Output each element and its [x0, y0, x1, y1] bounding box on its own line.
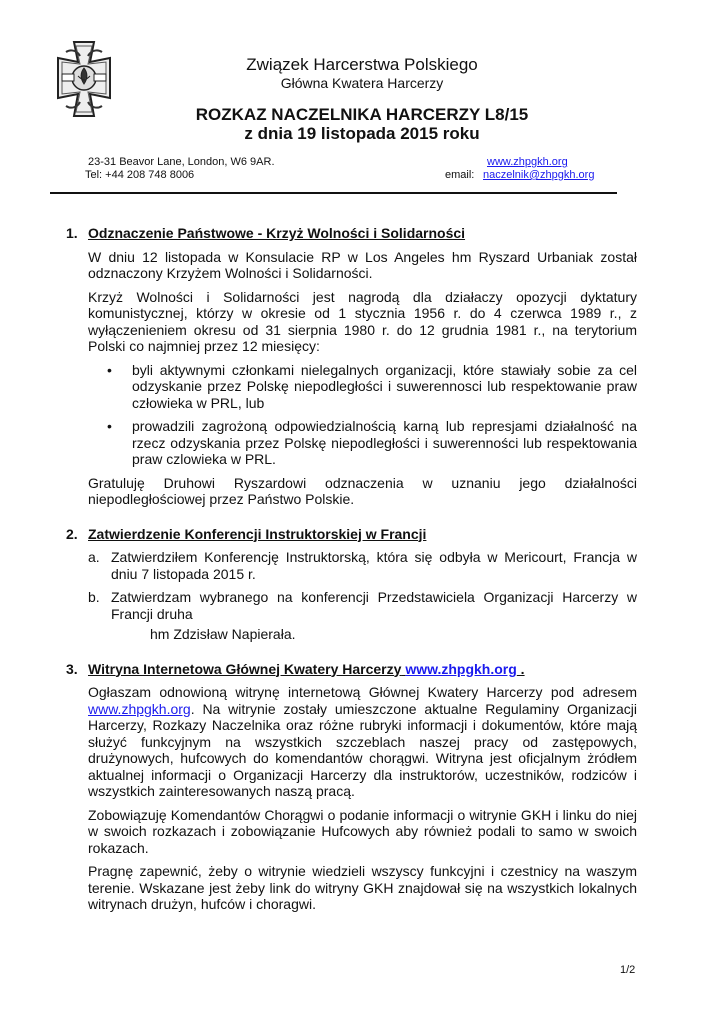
- list-item-text: Zatwierdziłem Konferencję Instruktorską, która się odbyła w Mericourt, Francja w dniu 7 listopada 2015 r.: [111, 549, 637, 582]
- paragraph: W dniu 12 listopada w Konsulacie RP w Los Angeles hm Ryszard Urbaniak został odznaczony Krzyżem Wolności i Solidarności.: [88, 248, 637, 281]
- bullet-icon: •: [107, 361, 112, 378]
- paragraph: [88, 684, 637, 800]
- page-number: 1/2: [620, 964, 636, 976]
- list-item: [107, 362, 637, 412]
- document-body: [66, 225, 637, 931]
- paragraph: Krzyż Wolności i Solidarności jest nagrodą dla działaczy opozycji dyktatury komunistycznej, którzy w okresie od 1 stycznia 1956 r. do 4 czerwca 1989 r., z wyłączenieniem okresu od 31 sierpnia 1980 r. do 12 grudnia 1981 r., na terytorium Polski co najmniej przez 12 miesięcy:: [88, 288, 637, 354]
- organization-name: Związek Harcerstwa Polskiego: [246, 55, 478, 74]
- suborganization-name: Główna Kwatera Harcerzy: [280, 75, 444, 91]
- title-line-2: z dnia 19 listopada 2015 roku: [244, 124, 480, 143]
- list-item: [88, 589, 637, 622]
- list-item-text: byli aktywnymi członkami nielegalnych organizacji, które stawiały sobie za cel odzyskanie przez Polskę niepodległości i suwerennosci lub respektowanie praw człowieka w PRL, lub: [132, 361, 637, 411]
- section-2-heading: [66, 526, 637, 543]
- section-3: [66, 661, 637, 913]
- bullet-icon: •: [107, 418, 112, 434]
- email-link[interactable]: naczelnik@zhpgkh.org: [483, 169, 595, 181]
- section-title-end: .: [516, 660, 525, 677]
- paragraph-text: . Na witrynie zostały umieszczone aktualne Regulaminy Organizacji Harcerzy, Rozkazy Naczelnika oraz różne rubryki informacji i dokumentów, które mają służyć funkcyjnym na wszystkich szczeblach naszej pracy od zastępowych, drużynowych, hufcowych do komendantów chorągwi. Witryna jest oficjalnym żródłem aktualnej informacji o Organizacji Harcerzy dla instruktorów, uczestników, rodziców i wszystkich zainteresowanych naszą pracą.: [88, 700, 637, 799]
- section-title-text: Witryna Internetowa Głównej Kwatery Harcerzy: [88, 660, 402, 677]
- list-marker: a.: [88, 549, 100, 565]
- document-title: [0, 105, 724, 143]
- header-divider: [50, 192, 617, 194]
- list-item: [107, 418, 637, 468]
- section-1: [66, 225, 637, 508]
- list-item-text: prowadzili zagrożoną odpowiedzialnością karną lub represjami działalność na rzecz odzyskania przez Polskę niepodległości i suwerenności lub respektowania praw czlowieka w PRL.: [132, 418, 637, 467]
- section-number: 3.: [66, 660, 78, 677]
- website-link[interactable]: www.zhpgkh.org: [487, 156, 568, 168]
- section-number: 1.: [66, 225, 78, 241]
- section-title: Odznaczenie Państwowe - Krzyż Wolności i Solidarności: [88, 225, 466, 241]
- title-line-1: ROZKAZ NACZELNIKA HARCERZY L8/15: [195, 105, 529, 124]
- list-item-text: Zatwierdzam wybranego na konferencji Przedstawiciela Organizacji Harcerzy w Francji druha: [111, 589, 637, 622]
- section-number: 2.: [66, 525, 78, 542]
- website-link[interactable]: www.zhpgkh.org: [88, 700, 191, 717]
- address: 23-31 Beavor Lane, London, W6 9AR.: [88, 156, 275, 168]
- paragraph: Zobowiązuję Komendantów Chorągwi o podanie informacji o witrynie GKH i linku do niej w swoich rozkazach i zobowiązanie Hufcowych aby również podali to samo w swoich rokazach.: [88, 806, 637, 856]
- telephone: Tel: +44 208 748 8006: [85, 169, 195, 181]
- section-1-heading: [66, 225, 637, 242]
- section-title: Zatwierdzenie Konferencji Instruktorskiej w Francji: [88, 525, 427, 542]
- paragraph-text: Ogłaszam odnowioną witrynę internetową Głównej Kwatery Harcerzy pod adresem: [88, 684, 637, 700]
- section-2: [66, 526, 637, 643]
- section-3-heading: [66, 661, 637, 678]
- website-link[interactable]: www.zhpgkh.org: [405, 660, 517, 677]
- list-item: [88, 549, 637, 582]
- list-marker: b.: [88, 589, 100, 605]
- paragraph: Pragnę zapewnić, żeby o witrynie wiedzieli wszyscy funkcyjni i czestnicy na waszym terenie. Wskazane jest żeby link do witryny GKH znajdował się na wszystkich lokalnych witrynach drużyn, hufców i choragwi.: [88, 863, 637, 912]
- delegate-name: hm Zdzisław Napierała.: [150, 626, 296, 642]
- email-label: email:: [445, 169, 475, 181]
- paragraph: Gratuluję Druhowi Ryszardowi odznaczenia w uznaniu jego działalności niepodległościowej przez Państwo Polskie.: [88, 474, 637, 507]
- section-title: [88, 661, 525, 678]
